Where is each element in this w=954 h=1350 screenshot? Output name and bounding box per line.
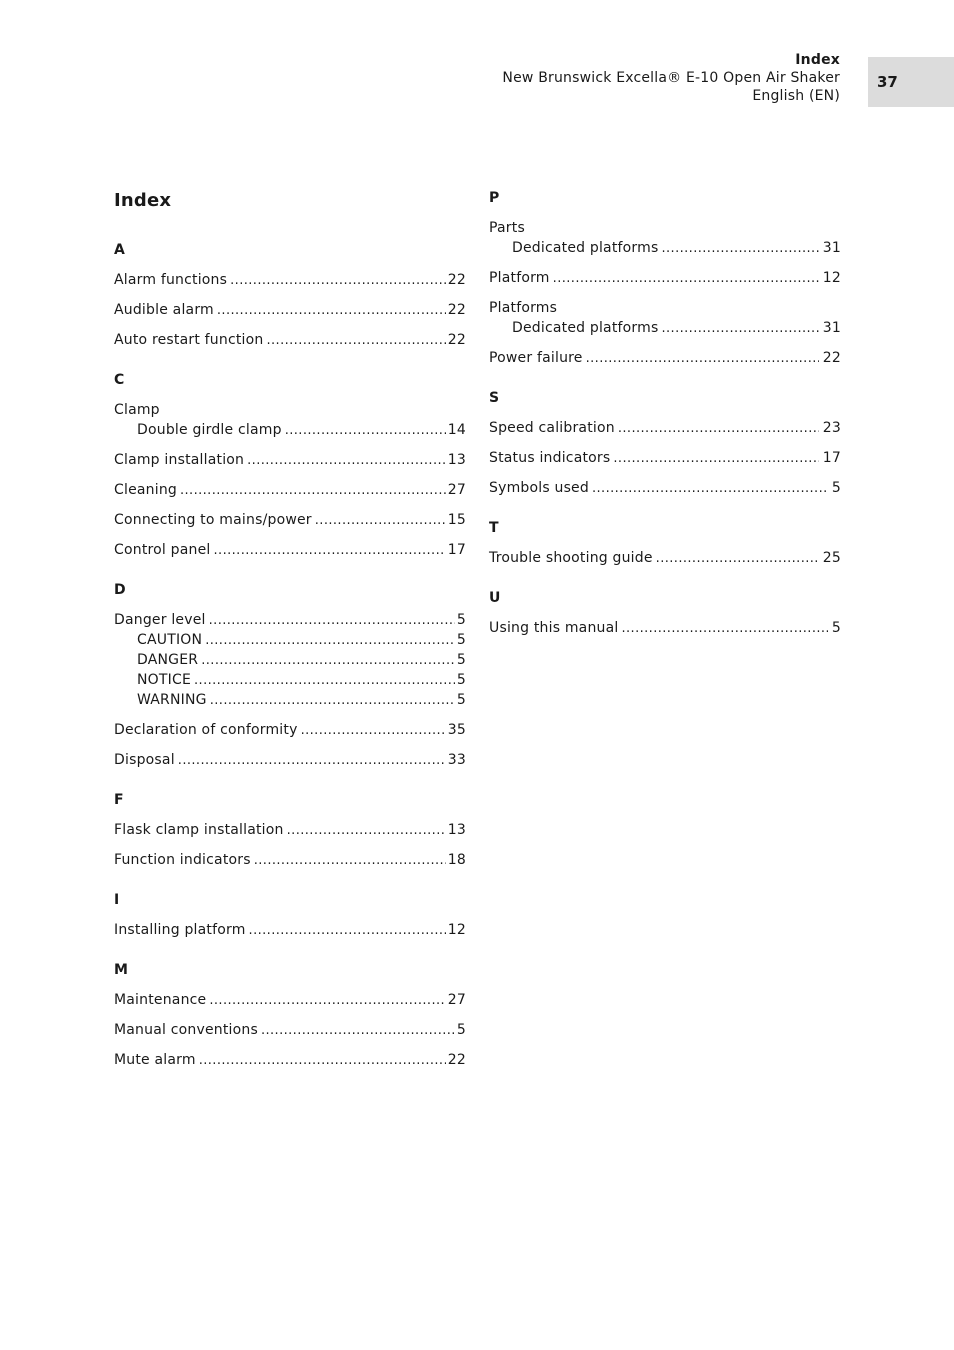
dot-leader <box>180 481 446 501</box>
entry-label: Audible alarm <box>114 302 214 318</box>
section-letter: I <box>114 892 120 908</box>
entry-page: 22 <box>822 350 841 366</box>
entry-page: 5 <box>456 672 466 688</box>
entry-label: Alarm functions <box>114 272 228 288</box>
entry-page: 14 <box>447 422 466 438</box>
dot-leader <box>285 421 446 441</box>
entry-page: 5 <box>831 620 841 636</box>
dot-leader <box>205 631 455 651</box>
entry-label: Clamp installation <box>114 452 245 468</box>
dot-leader <box>249 921 446 941</box>
section-letter: S <box>489 390 500 406</box>
dot-leader <box>586 349 819 369</box>
index-entry <box>489 418 841 438</box>
header-product-name: New Brunswick Excella® E-10 Open Air Shaker <box>502 70 840 86</box>
subentry-label: Double girdle clamp <box>137 422 282 438</box>
dot-leader <box>230 271 446 291</box>
entry-label: Power failure <box>489 350 583 366</box>
index-section-c <box>114 370 466 560</box>
entry-label: Cleaning <box>114 482 177 498</box>
index-section-a <box>114 240 466 350</box>
entry-label: Speed calibration <box>489 420 615 436</box>
entry-page: 5 <box>456 612 466 628</box>
entry-label: Platforms <box>489 300 558 316</box>
index-section-t <box>489 518 841 568</box>
section-letter: T <box>489 520 499 536</box>
entry-page: 15 <box>447 512 466 528</box>
dot-leader <box>209 611 455 631</box>
section-letter: F <box>114 792 124 808</box>
subentry-label: WARNING <box>137 692 207 708</box>
dot-leader <box>214 541 446 561</box>
entry-page: 22 <box>447 332 466 348</box>
dot-leader <box>315 511 446 531</box>
index-entry <box>114 1020 466 1040</box>
entry-label: Disposal <box>114 752 175 768</box>
dot-leader <box>592 479 828 499</box>
dot-leader <box>178 751 446 771</box>
entry-page: 27 <box>447 992 466 1008</box>
running-header <box>420 51 840 105</box>
subentry-label: CAUTION <box>137 632 203 648</box>
header-section-title: Index <box>795 52 840 68</box>
section-letter: M <box>114 962 129 978</box>
index-entry <box>114 820 466 840</box>
index-entry <box>489 218 841 258</box>
subentry-label: DANGER <box>137 652 199 668</box>
section-letter: C <box>114 372 125 388</box>
entry-label: Symbols used <box>489 480 589 496</box>
dot-leader <box>254 851 446 871</box>
entry-page: 5 <box>456 632 466 648</box>
index-section-f <box>114 790 466 870</box>
entry-page: 25 <box>822 550 841 566</box>
index-entry <box>114 750 466 770</box>
dot-leader <box>209 991 445 1011</box>
index-entry <box>114 850 466 870</box>
entry-label: Parts <box>489 220 525 236</box>
index-entry <box>114 610 466 710</box>
entry-label: Clamp <box>114 402 160 418</box>
index-entry <box>489 268 841 288</box>
index-entry <box>489 478 841 498</box>
subentry-label: Dedicated platforms <box>512 240 659 256</box>
entry-page: 13 <box>447 452 466 468</box>
entry-label: Installing platform <box>114 922 246 938</box>
page-title: Index <box>114 190 172 211</box>
index-section-m <box>114 960 466 1070</box>
entry-page: 23 <box>822 420 841 436</box>
entry-page: 22 <box>447 272 466 288</box>
index-entry <box>114 300 466 320</box>
entry-page: 33 <box>447 752 466 768</box>
dot-leader <box>553 269 819 289</box>
entry-page: 5 <box>456 652 466 668</box>
index-entry <box>489 348 841 368</box>
index-entry <box>114 330 466 350</box>
section-letter: D <box>114 582 126 598</box>
entry-label: Declaration of conformity <box>114 722 298 738</box>
index-entry <box>489 548 841 568</box>
index-entry <box>489 448 841 468</box>
index-entry <box>114 720 466 740</box>
section-letter: A <box>114 242 126 258</box>
entry-label: Platform <box>489 270 550 286</box>
index-section-p <box>489 188 841 368</box>
dot-leader <box>266 331 445 351</box>
dot-leader <box>661 319 818 339</box>
entry-page: 13 <box>447 822 466 838</box>
index-section-d <box>114 580 466 770</box>
entry-page: 31 <box>822 320 841 336</box>
dot-leader <box>217 301 446 321</box>
header-language: English (EN) <box>752 88 840 104</box>
entry-label: Status indicators <box>489 450 611 466</box>
entry-label: Mute alarm <box>114 1052 196 1068</box>
dot-leader <box>301 721 446 741</box>
entry-label: Control panel <box>114 542 211 558</box>
index-entry <box>114 510 466 530</box>
section-letter: U <box>489 590 501 606</box>
dot-leader <box>199 1051 446 1071</box>
entry-page: 17 <box>822 450 841 466</box>
entry-label: Auto restart function <box>114 332 264 348</box>
index-entry <box>114 1050 466 1070</box>
dot-leader <box>656 549 819 569</box>
entry-page: 17 <box>447 542 466 558</box>
entry-page: 5 <box>456 692 466 708</box>
entry-page: 27 <box>447 482 466 498</box>
entry-page: 12 <box>447 922 466 938</box>
dot-leader <box>210 691 455 711</box>
entry-page: 35 <box>447 722 466 738</box>
entry-page: 12 <box>822 270 841 286</box>
index-section-i <box>114 890 466 940</box>
index-section-s <box>489 388 841 498</box>
index-section-u <box>489 588 841 638</box>
page-number-tab <box>868 57 954 107</box>
entry-label: Trouble shooting guide <box>489 550 653 566</box>
entry-label: Manual conventions <box>114 1022 258 1038</box>
dot-leader <box>201 651 455 671</box>
entry-label: Using this manual <box>489 620 619 636</box>
index-entry <box>114 400 466 440</box>
section-letter: P <box>489 190 500 206</box>
entry-label: Connecting to mains/power <box>114 512 312 528</box>
entry-label: Flask clamp installation <box>114 822 284 838</box>
dot-leader <box>194 671 455 691</box>
index-entry <box>489 298 841 338</box>
dot-leader <box>287 821 446 841</box>
dot-leader <box>261 1021 455 1041</box>
entry-label: Maintenance <box>114 992 207 1008</box>
subentry-label: NOTICE <box>137 672 191 688</box>
dot-leader <box>661 239 818 259</box>
dot-leader <box>613 449 818 469</box>
subentry-label: Dedicated platforms <box>512 320 659 336</box>
dot-leader <box>618 419 819 439</box>
index-column-right <box>489 188 841 658</box>
entry-label: Function indicators <box>114 852 251 868</box>
index-column-left <box>114 188 466 1090</box>
entry-page: 18 <box>447 852 466 868</box>
entry-label: Danger level <box>114 612 206 628</box>
entry-page: 5 <box>831 480 841 496</box>
index-entry <box>114 270 466 290</box>
entry-page: 22 <box>447 1052 466 1068</box>
entry-page: 5 <box>456 1022 466 1038</box>
index-entry <box>114 450 466 470</box>
index-entry <box>114 540 466 560</box>
entry-page: 31 <box>822 240 841 256</box>
dot-leader <box>247 451 446 471</box>
page-number: 37 <box>877 73 898 91</box>
index-entry <box>114 480 466 500</box>
index-entry <box>114 920 466 940</box>
entry-page: 22 <box>447 302 466 318</box>
index-entry <box>489 618 841 638</box>
dot-leader <box>621 619 827 639</box>
index-entry <box>114 990 466 1010</box>
